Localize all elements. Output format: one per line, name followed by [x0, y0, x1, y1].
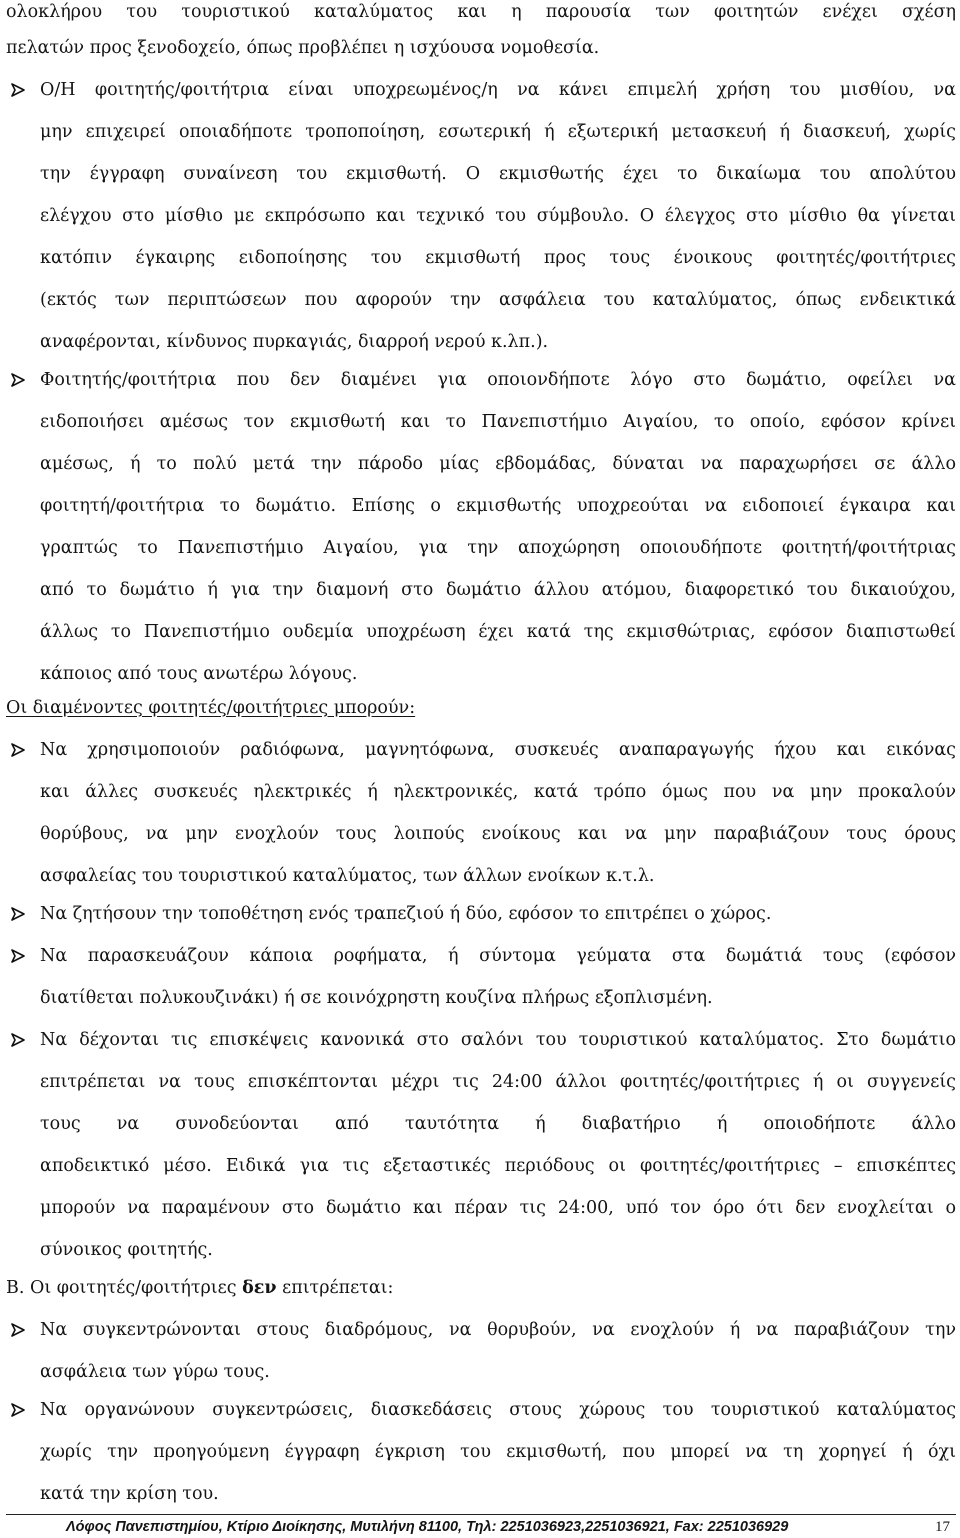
arrowhead-bullet-icon: [6, 944, 30, 968]
bullet-line: κατά την κρίση του.: [40, 1484, 219, 1504]
bullet-line: (εκτός των περιπτώσεων που αφορούν την ασφάλεια του καταλύματος, όπως ενδεικτικά: [40, 290, 956, 310]
arrowhead-bullet-icon: [6, 738, 30, 762]
section-heading: [6, 696, 956, 720]
arrowhead-bullet-icon: [6, 368, 30, 392]
heading-suffix: επιτρέπεται:: [276, 1278, 394, 1298]
arrowhead-bullet-icon: [6, 1398, 30, 1422]
bullet-line: φοιτητή/φοιτήτρια το δωμάτιο. Επίσης ο εκμισθωτής υποχρεούται να ειδοποιεί έγκαιρα και: [40, 496, 956, 516]
heading-bold-word: δεν: [242, 1278, 277, 1298]
bullet-line: Να ζητήσουν την τοποθέτηση ενός τραπεζιού ή δύο, εφόσον το επιτρέπει ο χώρος.: [40, 904, 772, 924]
bullet-line: και άλλες συσκευές ηλεκτρικές ή ηλεκτρονικές, κατά τρόπο όμως που να μην προκαλούν: [40, 782, 956, 802]
bullet-line: από το δωμάτιο ή για την διαμονή στο δωμάτιο άλλου ατόμου, διαφορετικό του δικαιούχου,: [40, 580, 956, 600]
arrowhead-bullet-icon: [6, 78, 30, 102]
bullet-line: ασφάλεια των γύρω τους.: [40, 1362, 270, 1382]
bullet-line: την έγγραφη συναίνεση του εκμισθωτή. Ο εκμισθωτής έχει το δικαίωμα του απολύτου: [40, 164, 956, 184]
section-heading: [6, 1276, 956, 1300]
arrowhead-bullet-icon: [6, 1028, 30, 1052]
arrowhead-bullet-icon: [6, 1318, 30, 1342]
bullet-line: Να χρησιμοποιούν ραδιόφωνα, μαγνητόφωνα, συσκευές αναπαραγωγής ήχου και εικόνας: [40, 740, 956, 760]
arrowhead-bullet-icon: [6, 902, 30, 926]
bullet-line: μην επιχειρεί οποιαδήποτε τροποποίηση, εσωτερική ή εξωτερική μετασκευή ή διασκευή, χωρίς: [40, 122, 956, 142]
bullet-line: χωρίς την προηγούμενη έγγραφη έγκριση του εκμισθωτή, που μπορεί να τη χορηγεί ή όχι: [40, 1442, 956, 1462]
paragraph-line: πελατών προς ξενοδοχείο, όπως προβλέπει η ισχύουσα νομοθεσία.: [6, 38, 600, 58]
bullet-line: κατόπιν έγκαιρης ειδοποίησης του εκμισθωτή προς τους ένοικους φοιτητές/φοιτήτριες: [40, 248, 956, 268]
bullet-line: αποδεικτικό μέσο. Ειδικά για τις εξεταστικές περιόδους οι φοιτητές/φοιτήτριες – επισκέπτες: [40, 1156, 956, 1176]
bullet-line: θορύβους, να μην ενοχλούν τους λοιπούς ενοίκους και να μην παραβιάζουν τους όρους: [40, 824, 956, 844]
bullet-line: αναφέρονται, κίνδυνος πυρκαγιάς, διαρροή νερού κ.λπ.).: [40, 332, 549, 352]
bullet-line: άλλως το Πανεπιστήμιο ουδεμία υποχρέωση έχει κατά της εκμισθώτριας, εφόσον διαπιστωθεί: [40, 622, 956, 642]
bullet-line: ασφαλείας του τουριστικού καταλύματος, των άλλων ενοίκων κ.τ.λ.: [40, 866, 655, 886]
bullet-line: Ο/Η φοιτητής/φοιτήτρια είναι υποχρεωμένος/η να κάνει επιμελή χρήση του μισθίου, να: [40, 80, 956, 100]
bullet-line: γραπτώς το Πανεπιστήμιο Αιγαίου, για την αποχώρηση οποιουδήποτε φοιτητή/φοιτήτριας: [40, 538, 956, 558]
paragraph-line: ολοκλήρου του τουριστικού καταλύματος και η παρουσία των φοιτητών ενέχει σχέση: [6, 2, 956, 22]
footer-divider: [6, 1514, 956, 1515]
bullet-line: Να παρασκευάζουν κάποια ροφήματα, ή σύντομα γεύματα στα δωμάτιά τους (εφόσον: [40, 946, 956, 966]
bullet-line: ελέγχου στο μίσθιο με εκπρόσωπο και τεχνικό του σύμβουλο. Ο έλεγχος στο μίσθιο θα γίνεται: [40, 206, 956, 226]
bullet-line: Να δέχονται τις επισκέψεις κανονικά στο σαλόνι του τουριστικού καταλύματος. Στο δωμάτιο: [40, 1030, 956, 1050]
bullet-line: ειδοποιήσει αμέσως τον εκμισθωτή και το Πανεπιστήμιο Αιγαίου, το οποίο, εφόσον κρίνει: [40, 412, 956, 432]
bullet-line: κάποιος από τους ανωτέρω λόγους.: [40, 664, 358, 684]
footer-address: Λόφος Πανεπιστημίου, Κτίριο Διοίκησης, Μυτιλήνη 81100, Τηλ: 2251036923,2251036921, Fax: 2251036929: [66, 1519, 789, 1535]
bullet-line: επιτρέπεται να τους επισκέπτονται μέχρι τις 24:00 άλλοι φοιτητές/φοιτήτριες ή οι συγγενείς: [40, 1072, 956, 1092]
bullet-line: διατίθεται πολυκουζινάκι) ή σε κοινόχρηστη κουζίνα πλήρως εξοπλισμένη.: [40, 988, 713, 1008]
bullet-line: Φοιτητής/φοιτήτρια που δεν διαμένει για οποιονδήποτε λόγο στο δωμάτιο, οφείλει να: [40, 370, 956, 390]
bullet-line: μπορούν να παραμένουν στο δωμάτιο και πέραν τις 24:00, υπό τον όρο ότι δεν ενοχλείται ο: [40, 1198, 956, 1218]
page-number: 17: [935, 1519, 950, 1535]
bullet-line: Να συγκεντρώνονται στους διαδρόμους, να θορυβούν, να ενοχλούν ή να παραβιάζουν την: [40, 1320, 956, 1340]
heading-prefix: Β. Οι φοιτητές/φοιτήτριες: [6, 1278, 243, 1298]
bullet-line: αμέσως, ή το πολύ μετά την πάροδο μίας εβδομάδας, δύναται να παραχωρήσει σε άλλο: [40, 454, 956, 474]
bullet-line: τους να συνοδεύονται από ταυτότητα ή διαβατήριο ή οποιοδήποτε άλλο: [40, 1114, 956, 1134]
bullet-line: Να οργανώνουν συγκεντρώσεις, διασκεδάσεις στους χώρους του τουριστικού καταλύματος: [40, 1400, 956, 1420]
bullet-line: σύνοικος φοιτητής.: [40, 1240, 213, 1260]
section-heading-text: Οι διαμένοντες φοιτητές/φοιτήτριες μπορούν:: [6, 698, 416, 718]
